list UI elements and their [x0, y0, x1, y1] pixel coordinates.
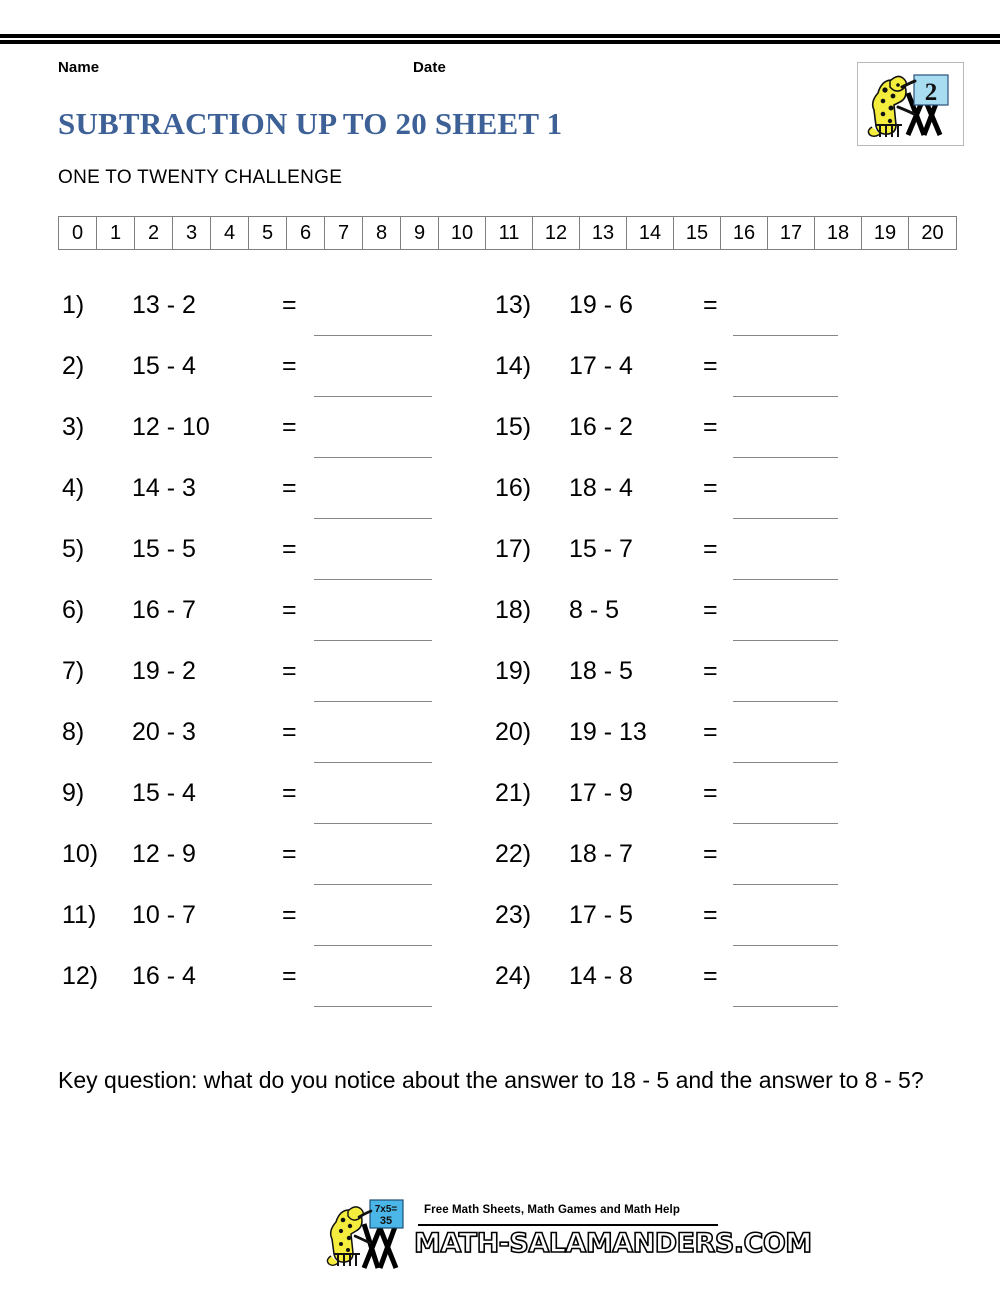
problem-number: 5) — [62, 535, 85, 563]
number-line-cell: 4 — [211, 217, 249, 249]
equals-sign: = — [703, 474, 718, 502]
number-line-cell: 11 — [486, 217, 533, 249]
problem-expression: 18 - 5 — [569, 657, 633, 685]
problem-expression: 13 - 2 — [132, 291, 196, 319]
problem-row — [62, 405, 482, 466]
footer-brand — [320, 1196, 812, 1272]
equals-sign: = — [282, 413, 297, 441]
answer-blank[interactable] — [733, 657, 838, 702]
chalkboard-top-text: 7x5= — [374, 1204, 398, 1215]
problem-number: 19) — [495, 657, 532, 685]
answer-blank[interactable] — [314, 779, 432, 824]
salamander-at-easel-icon — [858, 63, 963, 145]
answer-blank[interactable] — [314, 413, 432, 458]
page-top-rule-gap — [0, 38, 1000, 40]
number-line-cell: 16 — [721, 217, 768, 249]
problem-expression: 19 - 2 — [132, 657, 196, 685]
answer-blank[interactable] — [314, 596, 432, 641]
number-line-cell: 8 — [363, 217, 401, 249]
footer-wordmark: MATH-SALAMANDERS.COM — [414, 1228, 812, 1259]
equals-sign: = — [282, 657, 297, 685]
problem-expression: 12 - 10 — [132, 413, 210, 441]
problem-number: 6) — [62, 596, 85, 624]
equals-sign: = — [282, 535, 297, 563]
problem-expression: 16 - 4 — [132, 962, 196, 990]
problem-expression: 20 - 3 — [132, 718, 196, 746]
number-line-cell: 6 — [287, 217, 325, 249]
salamander-at-easel-icon — [320, 1196, 416, 1272]
problem-column-right — [495, 283, 915, 1015]
problem-expression: 8 - 5 — [569, 596, 620, 624]
answer-blank[interactable] — [733, 352, 838, 397]
problem-number: 4) — [62, 474, 85, 502]
problem-expression: 16 - 2 — [569, 413, 633, 441]
number-line-cell: 10 — [439, 217, 486, 249]
answer-blank[interactable] — [733, 535, 838, 580]
equals-sign: = — [703, 657, 718, 685]
problem-expression: 15 - 7 — [569, 535, 633, 563]
problem-number: 7) — [62, 657, 85, 685]
page-subtitle: ONE TO TWENTY CHALLENGE — [58, 167, 343, 188]
equals-sign: = — [703, 779, 718, 807]
equals-sign: = — [703, 535, 718, 563]
problem-number: 8) — [62, 718, 85, 746]
answer-blank[interactable] — [733, 413, 838, 458]
answer-blank[interactable] — [314, 901, 432, 946]
date-label: Date — [413, 59, 446, 76]
problem-number: 18) — [495, 596, 532, 624]
answer-blank[interactable] — [314, 291, 432, 336]
equals-sign: = — [282, 596, 297, 624]
problem-row — [495, 771, 915, 832]
problem-number: 15) — [495, 413, 532, 441]
equals-sign: = — [282, 779, 297, 807]
equals-sign: = — [282, 840, 297, 868]
grade-badge — [857, 62, 964, 146]
problem-row — [62, 710, 482, 771]
page-title: SUBTRACTION UP TO 20 SHEET 1 — [58, 106, 563, 141]
problem-row — [62, 283, 482, 344]
answer-blank[interactable] — [314, 352, 432, 397]
number-line-cell: 20 — [921, 222, 944, 244]
problem-row — [495, 405, 915, 466]
problem-expression: 12 - 9 — [132, 840, 196, 868]
problem-row — [62, 527, 482, 588]
problem-row — [495, 344, 915, 405]
answer-blank[interactable] — [733, 718, 838, 763]
equals-sign: = — [703, 840, 718, 868]
equals-sign: = — [703, 596, 718, 624]
problem-number: 14) — [495, 352, 532, 380]
number-line-cell: 13 — [580, 217, 627, 249]
problem-expression: 10 - 7 — [132, 901, 196, 929]
problem-row — [62, 649, 482, 710]
problem-expression: 18 - 4 — [569, 474, 633, 502]
problem-number: 1) — [62, 291, 85, 319]
answer-blank[interactable] — [733, 962, 838, 1007]
number-line-cell: 14 — [627, 217, 674, 249]
page-top-rule — [0, 34, 1000, 44]
number-line-cell: 19 — [862, 217, 909, 249]
problem-expression: 14 - 8 — [569, 962, 633, 990]
problem-expression: 19 - 13 — [569, 718, 647, 746]
number-line-cell: 12 — [533, 217, 580, 249]
problem-expression: 17 - 9 — [569, 779, 633, 807]
number-line-strip — [58, 216, 957, 250]
equals-sign: = — [282, 352, 297, 380]
problem-number: 22) — [495, 840, 532, 868]
number-line-cell: 9 — [401, 217, 439, 249]
answer-blank[interactable] — [314, 657, 432, 702]
number-line-cell: 17 — [768, 217, 815, 249]
footer-tagline: Free Math Sheets, Math Games and Math Help — [424, 1204, 680, 1216]
problem-row — [495, 954, 915, 1015]
number-line-cell: 15 — [674, 217, 721, 249]
name-label: Name — [58, 59, 100, 76]
equals-sign: = — [703, 718, 718, 746]
problem-row — [62, 771, 482, 832]
problem-number: 16) — [495, 474, 532, 502]
number-line-cell: 7 — [325, 217, 363, 249]
problem-number: 2) — [62, 352, 85, 380]
answer-blank[interactable] — [314, 718, 432, 763]
answer-blank[interactable] — [733, 291, 838, 336]
answer-blank[interactable] — [314, 962, 432, 1007]
problem-row — [62, 893, 482, 954]
problem-expression: 17 - 4 — [569, 352, 633, 380]
problem-number: 13) — [495, 291, 532, 319]
problem-number: 21) — [495, 779, 532, 807]
grade-badge-number: 2 — [924, 79, 938, 106]
equals-sign: = — [703, 901, 718, 929]
problem-row — [495, 832, 915, 893]
problem-number: 10) — [62, 840, 99, 868]
number-line-cell: 2 — [135, 217, 173, 249]
problem-number: 24) — [495, 962, 532, 990]
equals-sign: = — [282, 901, 297, 929]
problem-row — [495, 527, 915, 588]
problem-number: 3) — [62, 413, 85, 441]
problem-row — [495, 588, 915, 649]
answer-blank[interactable] — [733, 474, 838, 519]
number-line-cell: 1 — [97, 217, 135, 249]
problem-row — [495, 710, 915, 771]
problem-number: 23) — [495, 901, 532, 929]
equals-sign: = — [703, 352, 718, 380]
problem-number: 17) — [495, 535, 532, 563]
number-line-cell: 5 — [249, 217, 287, 249]
answer-blank[interactable] — [733, 901, 838, 946]
problem-number: 11) — [62, 901, 97, 929]
problem-number: 12) — [62, 962, 99, 990]
problem-expression: 15 - 5 — [132, 535, 196, 563]
problem-number: 9) — [62, 779, 85, 807]
equals-sign: = — [703, 291, 718, 319]
problem-expression: 15 - 4 — [132, 779, 196, 807]
problem-row — [62, 344, 482, 405]
chalkboard-bottom-text: 35 — [379, 1215, 393, 1227]
number-line-cell: 0 — [59, 217, 97, 249]
answer-blank[interactable] — [733, 840, 838, 885]
problem-row — [62, 954, 482, 1015]
equals-sign: = — [282, 962, 297, 990]
problem-expression: 14 - 3 — [132, 474, 196, 502]
problem-column-left — [62, 283, 482, 1015]
problem-expression: 19 - 6 — [569, 291, 633, 319]
problem-expression: 15 - 4 — [132, 352, 196, 380]
footer-divider — [418, 1224, 718, 1226]
equals-sign: = — [282, 474, 297, 502]
problem-row — [495, 283, 915, 344]
answer-blank[interactable] — [733, 779, 838, 824]
problem-expression: 18 - 7 — [569, 840, 633, 868]
problem-row — [495, 466, 915, 527]
number-line-cell: 18 — [815, 217, 862, 249]
equals-sign: = — [282, 291, 297, 319]
key-question: Key question: what do you notice about the answer to 18 - 5 and the answer to 8 - 5? — [58, 1067, 924, 1093]
answer-blank[interactable] — [314, 535, 432, 580]
answer-blank[interactable] — [733, 596, 838, 641]
problem-expression: 17 - 5 — [569, 901, 633, 929]
problem-row — [495, 893, 915, 954]
number-line-cell: 3 — [173, 217, 211, 249]
answer-blank[interactable] — [314, 840, 432, 885]
equals-sign: = — [703, 413, 718, 441]
equals-sign: = — [703, 962, 718, 990]
equals-sign: = — [282, 718, 297, 746]
problem-row — [62, 832, 482, 893]
problem-row — [495, 649, 915, 710]
answer-blank[interactable] — [314, 474, 432, 519]
problem-row — [62, 466, 482, 527]
problem-row — [62, 588, 482, 649]
problem-expression: 16 - 7 — [132, 596, 196, 624]
problem-number: 20) — [495, 718, 532, 746]
